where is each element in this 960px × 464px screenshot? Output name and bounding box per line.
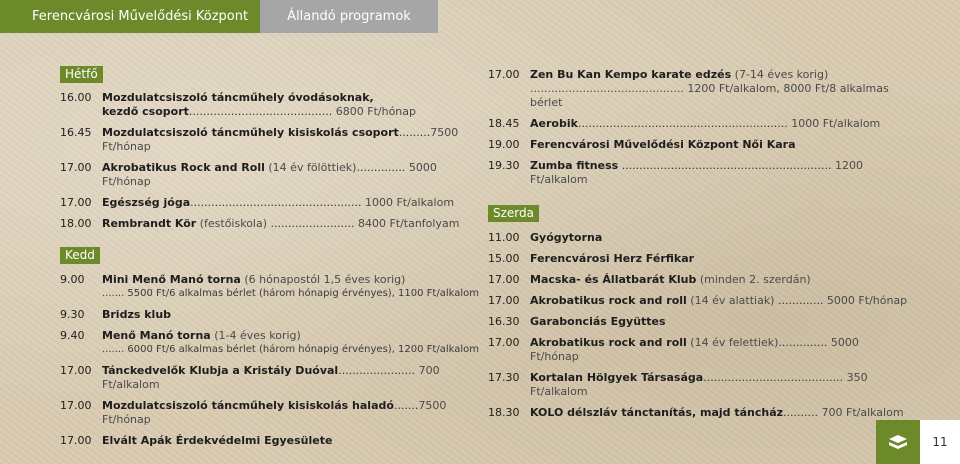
- leader-dots: ..............: [778, 336, 828, 349]
- day-label-wednesday: Szerda: [488, 205, 539, 222]
- program-time: 17.00: [60, 434, 92, 447]
- program-price: 1200 Ft/alkalom: [530, 159, 863, 186]
- right-column: [488, 68, 908, 420]
- program-time: 16.30: [488, 315, 520, 328]
- site-title[interactable]: Ferencvárosi Művelődési Központ: [0, 0, 260, 33]
- program-title: Akrobatikus Rock and Roll: [102, 161, 265, 174]
- program-time: 19.30: [488, 159, 520, 172]
- program-time: 17.00: [60, 364, 92, 377]
- program-price: 6800 Ft/hónap: [332, 105, 416, 118]
- book-icon-graphic: [887, 433, 909, 451]
- program-note: (14 év alattiak): [686, 294, 775, 307]
- program-title: Gyógytorna: [530, 231, 603, 244]
- program-price-detail: ....... 6000 Ft/6 alkalmas bérlet (három hónapig érvényes), 1200 Ft/alkalom: [102, 344, 480, 355]
- program-entry: [488, 315, 908, 329]
- program-note: (festőiskola): [196, 217, 268, 230]
- program-price: 7500 Ft/hónap: [102, 126, 459, 153]
- program-title: Mozdulatcsiszoló táncműhely kisiskolás haladó: [102, 399, 394, 412]
- leader-dots: ........................................: [703, 371, 844, 384]
- program-entry: [488, 371, 908, 399]
- program-title: Menő Manó torna: [102, 329, 211, 342]
- program-entry: [60, 308, 480, 322]
- program-entry: [60, 329, 480, 357]
- program-time: 9.40: [60, 329, 85, 342]
- program-entry: [60, 217, 480, 231]
- program-time: 15.00: [488, 252, 520, 265]
- program-time: 18.00: [60, 217, 92, 230]
- program-entry: [488, 336, 908, 364]
- program-title: Zen Bu Kan Kempo karate edzés: [530, 68, 732, 81]
- program-time: 19.00: [488, 138, 520, 151]
- program-time: 17.00: [60, 399, 92, 412]
- program-title: Ferencvárosi Művelődési Központ Női Kara: [530, 138, 796, 151]
- program-time: 17.00: [488, 273, 520, 286]
- program-time: 17.00: [488, 68, 520, 81]
- program-price: 8400 Ft/tanfolyam: [354, 217, 460, 230]
- program-time: 11.00: [488, 231, 520, 244]
- program-title: Bridzs klub: [102, 308, 172, 321]
- program-entry: [60, 126, 480, 154]
- program-time: 18.45: [488, 117, 520, 130]
- left-column: [60, 60, 480, 448]
- program-title: Ferencvárosi Herz Férfikar: [530, 252, 695, 265]
- program-title: Tánckedvelők Klubja a Kristály Duóval: [102, 364, 339, 377]
- program-entry: [60, 399, 480, 427]
- program-price: 700 Ft/alkalom: [102, 364, 440, 391]
- program-title: KOLO délszláv tánctanítás, majd táncház: [530, 406, 784, 419]
- program-title: Elvált Apák Érdekvédelmi Egyesülete: [102, 434, 333, 447]
- program-title: Macska- és Állatbarát Klub: [530, 273, 697, 286]
- program-time: 17.00: [60, 161, 92, 174]
- program-note: (1-4 éves korig): [210, 329, 301, 342]
- program-title: Aerobik: [530, 117, 578, 130]
- program-time: 17.00: [488, 336, 520, 349]
- top-bar: [0, 0, 438, 33]
- leader-dots: .............: [774, 294, 824, 307]
- leader-dots: .........................................: [188, 105, 333, 118]
- program-entry: [488, 138, 908, 152]
- program-title: Zumba fitness: [530, 159, 619, 172]
- program-entry: [488, 231, 908, 245]
- leader-dots: .................................................: [190, 196, 362, 209]
- program-note: (6 hónapostól 1,5 éves korig): [240, 273, 406, 286]
- program-time: 17.00: [60, 196, 92, 209]
- program-entry: [488, 406, 908, 420]
- program-title: kezdő csoport: [102, 105, 189, 118]
- program-title: Garabonciás Együttes: [530, 315, 666, 328]
- program-entry: [60, 273, 480, 301]
- program-price: 5000 Ft/hónap: [530, 336, 859, 363]
- program-time: 16.45: [60, 126, 92, 139]
- leader-dots: ..............: [356, 161, 406, 174]
- program-entry: [488, 273, 908, 287]
- day-label-tuesday: Kedd: [60, 247, 100, 264]
- program-entry: [60, 434, 480, 448]
- program-price: 350 Ft/alkalom: [530, 371, 868, 398]
- program-title: Mozdulatcsiszoló táncműhely óvodásoknak,: [102, 91, 374, 104]
- section-title[interactable]: Állandó programok: [260, 0, 438, 33]
- program-title: Mozdulatcsiszoló táncműhely kisiskolás csoport: [102, 126, 399, 139]
- program-title: Akrobatikus rock and roll: [530, 336, 687, 349]
- leader-dots: .........: [398, 126, 431, 139]
- program-price: 5000 Ft/hónap: [102, 161, 437, 188]
- program-price: 1000 Ft/alkalom: [787, 117, 881, 130]
- book-icon: [876, 420, 920, 464]
- program-entry: [488, 159, 908, 187]
- leader-dots: ........................: [267, 217, 355, 230]
- program-time: 16.00: [60, 91, 92, 104]
- leader-dots: ......................: [338, 364, 416, 377]
- leader-dots: ..........: [783, 406, 818, 419]
- program-entry: [60, 91, 480, 119]
- program-price-detail: ....... 5500 Ft/6 alkalmas bérlet (három hónapig érvényes), 1100 Ft/alkalom: [102, 288, 480, 299]
- program-entry: [60, 196, 480, 210]
- program-price: 1000 Ft/alkalom: [361, 196, 455, 209]
- program-entry: [488, 252, 908, 266]
- program-price: 7500 Ft/hónap: [102, 399, 447, 426]
- program-title: Akrobatikus rock and roll: [530, 294, 687, 307]
- leader-dots: .......: [393, 399, 419, 412]
- program-time: 18.30: [488, 406, 520, 419]
- program-title: Rembrandt Kör: [102, 217, 197, 230]
- program-note: (7-14 éves korig): [731, 68, 829, 81]
- program-title: Kortalan Hölgyek Társasága: [530, 371, 704, 384]
- page-number: 11: [920, 420, 960, 464]
- program-price-detail: ............................................ 1200 Ft/alkalom, 8000 Ft/8 alkalmas bérlet: [530, 82, 889, 109]
- program-note: (minden 2. szerdán): [696, 273, 811, 286]
- program-entry: [488, 68, 908, 110]
- program-title: Egészség jóga: [102, 196, 191, 209]
- program-entry: [488, 294, 908, 308]
- program-time: 17.30: [488, 371, 520, 384]
- leader-dots: ............................................................: [618, 159, 832, 172]
- leader-dots: ............................................................: [577, 117, 788, 130]
- program-time: 17.00: [488, 294, 520, 307]
- program-note: (14 év felettiek): [686, 336, 779, 349]
- program-note: (14 év fölöttiek): [264, 161, 357, 174]
- program-entry: [60, 364, 480, 392]
- program-price: 5000 Ft/hónap: [823, 294, 908, 307]
- program-title: Mini Menő Manó torna: [102, 273, 241, 286]
- program-entry: [60, 161, 480, 189]
- program-entry: [488, 117, 908, 131]
- program-time: 9.30: [60, 308, 85, 321]
- program-price: 700 Ft/alkalom: [818, 406, 904, 419]
- program-time: 9.00: [60, 273, 85, 286]
- day-label-monday: Hétfő: [60, 66, 103, 83]
